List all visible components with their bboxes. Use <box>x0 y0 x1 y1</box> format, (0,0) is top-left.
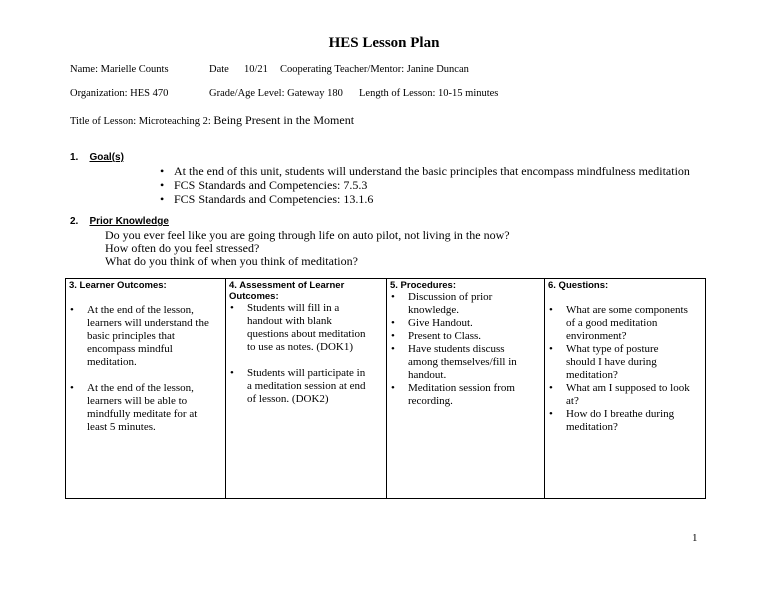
organization-field: Organization: HES 470 <box>70 88 169 99</box>
procedures-list <box>390 291 544 408</box>
list-item: • Students will fill in a handout with blank questions about meditation to use as notes. (DOK1) <box>229 302 386 354</box>
name-field: Name: Marielle Counts <box>70 64 169 75</box>
lesson-plan-table <box>65 278 706 499</box>
learner-outcomes-cell <box>66 279 226 499</box>
list-item: • Students will participate in a meditation session at end of lesson. (DOK2) <box>229 367 386 406</box>
list-item: • Have students discuss among themselves/fill in handout. <box>390 343 544 382</box>
list-item: • What am I supposed to look at? <box>548 382 705 408</box>
lesson-title-label: Title of Lesson: Microteaching 2: <box>70 116 211 127</box>
questions-list <box>548 304 705 434</box>
page-title: HES Lesson Plan <box>328 35 440 51</box>
list-item: • What type of posture should I have during meditation? <box>548 343 705 382</box>
prior-knowledge-line: Do you ever feel like you are going through life on auto pilot, not living in the now? <box>105 228 510 242</box>
procedures-cell <box>387 279 545 499</box>
questions-cell <box>545 279 706 499</box>
list-item: • Present to Class. <box>390 330 544 343</box>
list-item: • Give Handout. <box>390 317 544 330</box>
page-number: 1 <box>692 532 698 544</box>
list-item: • At the end of the lesson, learners will be able to mindfully meditate for at least 5 minutes. <box>69 382 225 434</box>
list-item: • FCS Standards and Competencies: 13.1.6 <box>160 192 690 206</box>
goals-list <box>160 164 690 206</box>
lesson-title <box>70 113 354 128</box>
assessment-cell <box>226 279 387 499</box>
prior-knowledge-number: 2. <box>70 216 79 227</box>
list-item: • Discussion of prior knowledge. <box>390 291 544 317</box>
prior-knowledge-questions <box>105 229 510 268</box>
lesson-title-value: Being Present in the Moment <box>213 113 355 127</box>
prior-knowledge-line: What do you think of when you think of meditation? <box>105 254 358 268</box>
prior-knowledge-heading-text: Prior Knowledge <box>89 216 169 227</box>
date-value: 10/21 <box>244 64 268 75</box>
mentor-field: Cooperating Teacher/Mentor: Janine Duncan <box>280 64 469 75</box>
learner-outcomes-heading: 3. Learner Outcomes: <box>69 280 167 291</box>
date-label: Date <box>209 64 229 75</box>
assessment-list <box>229 302 386 406</box>
goals-heading <box>70 152 124 163</box>
procedures-heading: 5. Procedures: <box>390 280 456 291</box>
lesson-length-field: Length of Lesson: 10-15 minutes <box>359 88 499 99</box>
list-item: • FCS Standards and Competencies: 7.5.3 <box>160 178 690 192</box>
list-item: • At the end of this unit, students will understand the basic principles that encompass mindfulness meditation <box>160 164 690 178</box>
questions-heading: 6. Questions: <box>548 280 609 291</box>
grade-level-field: Grade/Age Level: Gateway 180 <box>209 88 343 99</box>
goals-number: 1. <box>70 152 79 163</box>
learner-outcomes-list <box>69 304 225 434</box>
list-item: • Meditation session from recording. <box>390 382 544 408</box>
goals-heading-text: Goal(s) <box>89 152 124 163</box>
list-item: • At the end of the lesson, learners will understand the basic principles that encompass mindful meditation. <box>69 304 225 369</box>
prior-knowledge-heading <box>70 216 169 227</box>
list-item: • How do I breathe during meditation? <box>548 408 705 434</box>
list-item: • What are some components of a good meditation environment? <box>548 304 705 343</box>
assessment-heading: 4. Assessment of Learner Outcomes: <box>229 280 345 302</box>
prior-knowledge-line: How often do you feel stressed? <box>105 241 260 255</box>
